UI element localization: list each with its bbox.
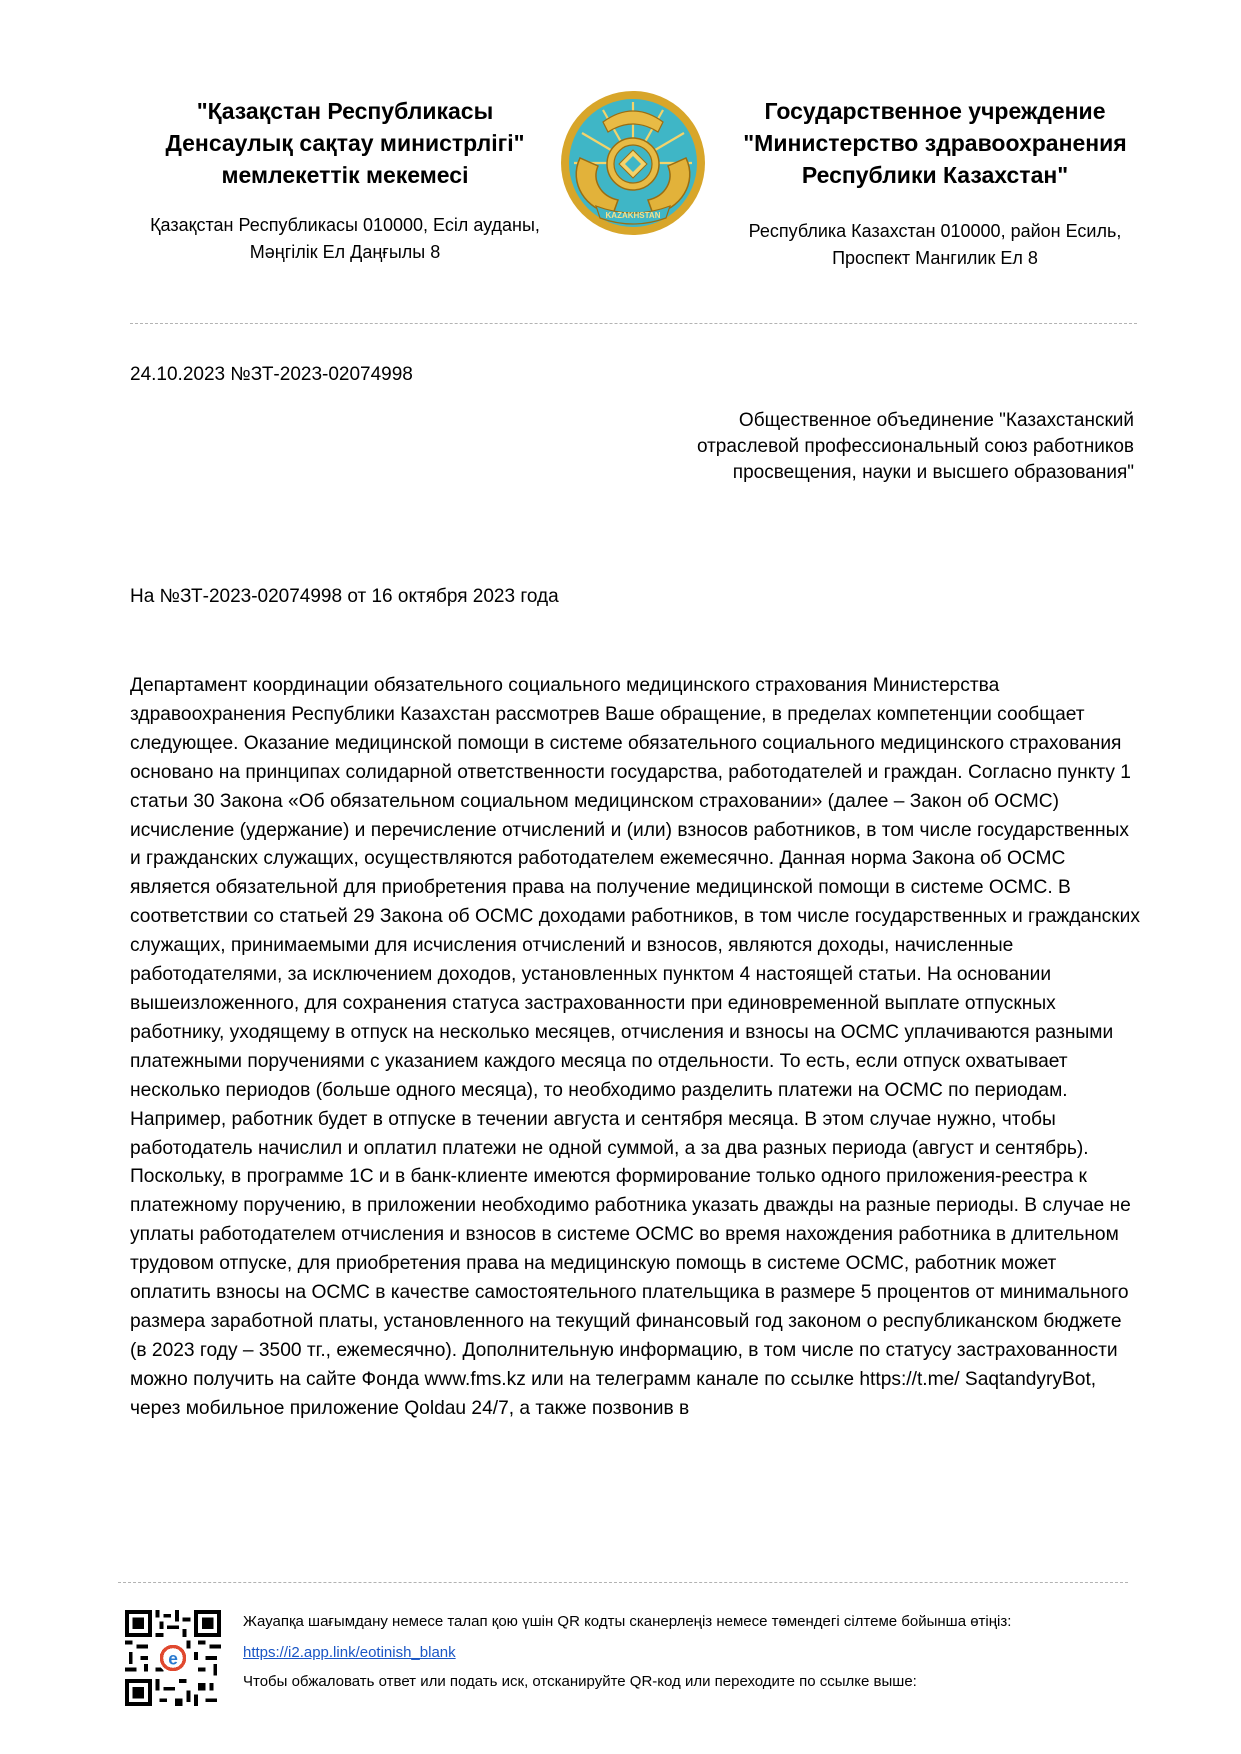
footer-divider: [118, 1582, 1128, 1583]
address-ru: Республика Казахстан 010000, район Есиль, Проспект Мангилик Ел 8: [748, 221, 1122, 268]
state-emblem-icon: [558, 88, 708, 238]
letter-body: Департамент координации обязательного социального медицинского страхования Министерства здравоохранения Республики Казахстан рассмотрев Ваше обращение, в пределах компетенции сообщает следующее. Оказание медицинской помощи в системе обязательного социального медицинского страхования основано на принципах солидарной ответственности государства, работодателей и граждан. Согласно пункту 1 статьи 30 Закона «Об обязательном социальном медицинском страховании» (далее – Закон об ОСМС) исчисление (удержание) и перечисление отчислений и (или) взносов работников, в том числе государственных и гражданских служащих, осуществляются работодателем ежемесячно. Данная норма Закона об ОСМС является обязательной для приобретения права на получение медицинской помощи в системе ОСМС. В соответствии со статьей 29 Закона об ОСМС доходами работников, в том числе государственных и гражданских служащих, принимаемыми для исчисления отчислений и взносов, являются доходы, начисленные работодателями, за исключением доходов, установленных пунктом 4 настоящей статьи. На основании вышеизложенного, для сохранения статуса застрахованности при единовременной выплате отпускных работнику, уходящему в отпуск на несколько месяцев, отчисления и взносы на ОСМС уплачиваются разными платежными поручениями с указанием каждого месяца по отдельности. То есть, если отпуск охватывает несколько периодов (больше одного месяца), то необходимо разделить платежи на ОСМС по периодам. Например, работник будет в отпуске в течении августа и сентября месяца. В этом случае нужно, чтобы работодатель начислил и оплатил платежи не одной суммой, а за два разных периода (август и сентябрь). Поскольку, в программе 1С и в банк-клиенте имеются формирование только одного приложения-реестра к платежному поручению, в приложении необходимо работника указать дважды на разные периоды. В случае не уплаты работодателем отчисления и взносов в системе ОСМС во время нахождения работника в длительном трудовом отпуске, для приобретения права на медицинскую помощь в системе ОСМС, работник может оплатить взносы на ОСМС в качестве самостоятельного плательщика в размере 5 процентов от минимального размера заработной платы, установленного на текущий финансовый год законом о республиканском бюджете (в 2023 году – 3500 тг., ежемесячно). Дополнительную информацию, в том числе по статусу застрахованности можно получить на сайте Фонда www.fms.kz или на телеграмм канале по ссылке https://t.me/ SaqtandyryBot, через мобильное приложение Qoldau 24/7, а также позвонив в: [130, 675, 1140, 1419]
org-name-ru: Государственное учреждение "Министерство здравоохранения Республики Казахстан": [743, 98, 1127, 188]
letter-recipient: Общественное объединение "Казахстанский отраслевой профессиональный союз работников просвещения, науки и высшего образования": [696, 410, 1134, 483]
footer-notice: [243, 1610, 1123, 1693]
qr-badge: e: [168, 1648, 178, 1669]
header-divider: [130, 323, 1137, 324]
reply-reference: На №ЗТ-2023-02074998 от 16 октября 2023 года: [130, 586, 559, 607]
footer-text-kz: Жауапқа шағымдану немесе талап қою үшін QR кодты сканерлеңіз немесе төмендегі сілтеме бойынша өтіңіз:: [243, 1613, 1012, 1630]
org-name-kz: "Қазақстан Республикасы Денсаулық сақтау министрлігі" мемлекеттік мекемесі: [165, 98, 525, 188]
footer-text-ru: Чтобы обжаловать ответ или подать иск, отсканируйте QR-код или переходите по ссылке выше:: [243, 1673, 917, 1690]
qr-code-icon[interactable]: [125, 1610, 221, 1706]
emblem-label: KAZAKHSTAN: [605, 211, 661, 220]
appeal-link[interactable]: https://i2.app.link/eotinish_blank: [243, 1644, 456, 1661]
letter-date-number: 24.10.2023 №ЗТ-2023-02074998: [130, 364, 413, 385]
address-kz: Қазақстан Республикасы 010000, Есіл ауданы, Мәңгілік Ел Даңғылы 8: [150, 215, 540, 262]
